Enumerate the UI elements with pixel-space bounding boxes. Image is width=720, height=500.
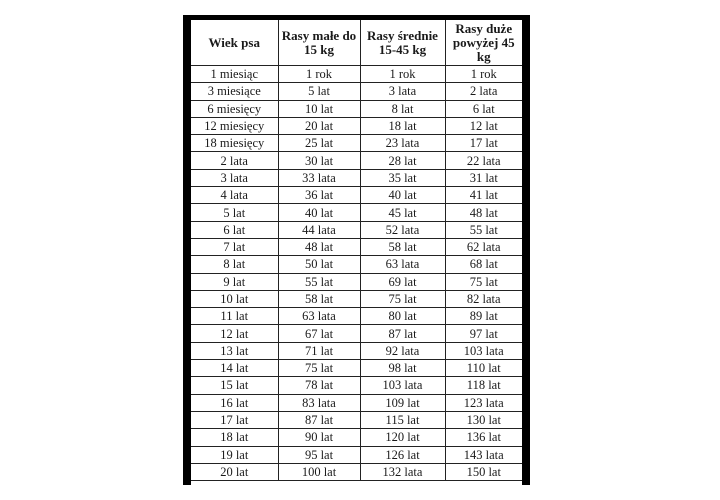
cell-medium-breed: 63 lata — [360, 256, 445, 273]
cell-small-breed: 58 lat — [278, 290, 360, 307]
cell-medium-breed: 109 lat — [360, 394, 445, 411]
cell-small-breed: 50 lat — [278, 256, 360, 273]
table-row — [191, 446, 522, 463]
cell-dog-age: 9 lat — [191, 273, 278, 290]
cell-large-breed: 123 lata — [445, 394, 522, 411]
cell-small-breed: 44 lata — [278, 221, 360, 238]
cell-dog-age: 8 lat — [191, 256, 278, 273]
cell-medium-breed: 98 lat — [360, 360, 445, 377]
cell-dog-age: 17 lat — [191, 411, 278, 428]
table-row — [191, 325, 522, 342]
cell-large-breed: 143 lata — [445, 446, 522, 463]
cell-medium-breed: 23 lata — [360, 135, 445, 152]
table-body — [191, 66, 522, 481]
cell-dog-age: 19 lat — [191, 446, 278, 463]
table-row — [191, 117, 522, 134]
cell-small-breed: 25 lat — [278, 135, 360, 152]
table-row — [191, 135, 522, 152]
cell-medium-breed: 35 lat — [360, 169, 445, 186]
cell-small-breed: 48 lat — [278, 238, 360, 255]
cell-large-breed: 2 lata — [445, 83, 522, 100]
cell-large-breed: 1 rok — [445, 66, 522, 83]
table-row — [191, 66, 522, 83]
cell-large-breed: 6 lat — [445, 100, 522, 117]
cell-small-breed: 33 lata — [278, 169, 360, 186]
table-row — [191, 290, 522, 307]
cell-dog-age: 4 lata — [191, 187, 278, 204]
cell-large-breed: 110 lat — [445, 360, 522, 377]
cell-dog-age: 10 lat — [191, 290, 278, 307]
cell-small-breed: 63 lata — [278, 308, 360, 325]
cell-medium-breed: 69 lat — [360, 273, 445, 290]
cell-small-breed: 10 lat — [278, 100, 360, 117]
cell-large-breed: 97 lat — [445, 325, 522, 342]
table-row — [191, 256, 522, 273]
cell-dog-age: 20 lat — [191, 463, 278, 480]
table-row — [191, 204, 522, 221]
cell-medium-breed: 115 lat — [360, 411, 445, 428]
cell-medium-breed: 92 lata — [360, 342, 445, 359]
cell-dog-age: 13 lat — [191, 342, 278, 359]
table-row — [191, 377, 522, 394]
table-row — [191, 394, 522, 411]
cell-medium-breed: 52 lata — [360, 221, 445, 238]
cell-medium-breed: 75 lat — [360, 290, 445, 307]
table-row — [191, 429, 522, 446]
table-row — [191, 308, 522, 325]
cell-dog-age: 1 miesiąc — [191, 66, 278, 83]
cell-medium-breed: 120 lat — [360, 429, 445, 446]
cell-dog-age: 18 miesięcy — [191, 135, 278, 152]
cell-small-breed: 100 lat — [278, 463, 360, 480]
cell-dog-age: 6 miesięcy — [191, 100, 278, 117]
table-row — [191, 187, 522, 204]
cell-large-breed: 41 lat — [445, 187, 522, 204]
cell-dog-age: 11 lat — [191, 308, 278, 325]
cell-large-breed: 118 lat — [445, 377, 522, 394]
header-large-breeds: Rasy duże powyżej 45 kg — [445, 20, 522, 66]
cell-large-breed: 55 lat — [445, 221, 522, 238]
table-row — [191, 100, 522, 117]
cell-medium-breed: 45 lat — [360, 204, 445, 221]
table-row — [191, 342, 522, 359]
cell-small-breed: 67 lat — [278, 325, 360, 342]
cell-medium-breed: 87 lat — [360, 325, 445, 342]
cell-dog-age: 3 miesiące — [191, 83, 278, 100]
cell-large-breed: 12 lat — [445, 117, 522, 134]
cell-small-breed: 95 lat — [278, 446, 360, 463]
cell-small-breed: 71 lat — [278, 342, 360, 359]
cell-small-breed: 40 lat — [278, 204, 360, 221]
table-row — [191, 463, 522, 480]
table-row — [191, 169, 522, 186]
table-row — [191, 238, 522, 255]
cell-medium-breed: 1 rok — [360, 66, 445, 83]
cell-large-breed: 75 lat — [445, 273, 522, 290]
table-row — [191, 83, 522, 100]
cell-dog-age: 12 lat — [191, 325, 278, 342]
cell-dog-age: 3 lata — [191, 169, 278, 186]
cell-medium-breed: 103 lata — [360, 377, 445, 394]
cell-small-breed: 55 lat — [278, 273, 360, 290]
cell-dog-age: 16 lat — [191, 394, 278, 411]
table-row — [191, 273, 522, 290]
header-small-breeds: Rasy małe do 15 kg — [278, 20, 360, 66]
cell-large-breed: 48 lat — [445, 204, 522, 221]
cell-large-breed: 17 lat — [445, 135, 522, 152]
table-row — [191, 360, 522, 377]
cell-large-breed: 136 lat — [445, 429, 522, 446]
cell-small-breed: 20 lat — [278, 117, 360, 134]
header-medium-breeds: Rasy średnie 15-45 kg — [360, 20, 445, 66]
dog-age-table — [191, 20, 522, 481]
cell-dog-age: 12 miesięcy — [191, 117, 278, 134]
table-container — [191, 20, 522, 485]
cell-small-breed: 5 lat — [278, 83, 360, 100]
cell-small-breed: 30 lat — [278, 152, 360, 169]
cell-large-breed: 130 lat — [445, 411, 522, 428]
cell-small-breed: 78 lat — [278, 377, 360, 394]
cell-medium-breed: 8 lat — [360, 100, 445, 117]
cell-large-breed: 22 lata — [445, 152, 522, 169]
cell-dog-age: 14 lat — [191, 360, 278, 377]
cell-large-breed: 82 lata — [445, 290, 522, 307]
cell-medium-breed: 126 lat — [360, 446, 445, 463]
cell-dog-age: 18 lat — [191, 429, 278, 446]
cell-medium-breed: 58 lat — [360, 238, 445, 255]
table-row — [191, 152, 522, 169]
cell-dog-age: 6 lat — [191, 221, 278, 238]
cell-large-breed: 62 lata — [445, 238, 522, 255]
cell-small-breed: 87 lat — [278, 411, 360, 428]
table-frame — [183, 15, 530, 485]
cell-small-breed: 1 rok — [278, 66, 360, 83]
table-row — [191, 221, 522, 238]
cell-dog-age: 2 lata — [191, 152, 278, 169]
cell-dog-age: 7 lat — [191, 238, 278, 255]
header-dog-age: Wiek psa — [191, 20, 278, 66]
cell-medium-breed: 132 lata — [360, 463, 445, 480]
cell-large-breed: 89 lat — [445, 308, 522, 325]
cell-large-breed: 68 lat — [445, 256, 522, 273]
cell-small-breed: 83 lata — [278, 394, 360, 411]
cell-dog-age: 15 lat — [191, 377, 278, 394]
cell-medium-breed: 18 lat — [360, 117, 445, 134]
cell-large-breed: 150 lat — [445, 463, 522, 480]
table-row — [191, 411, 522, 428]
cell-medium-breed: 3 lata — [360, 83, 445, 100]
cell-medium-breed: 80 lat — [360, 308, 445, 325]
cell-medium-breed: 40 lat — [360, 187, 445, 204]
header-row — [191, 20, 522, 66]
cell-medium-breed: 28 lat — [360, 152, 445, 169]
cell-small-breed: 90 lat — [278, 429, 360, 446]
cell-large-breed: 103 lata — [445, 342, 522, 359]
cell-small-breed: 75 lat — [278, 360, 360, 377]
cell-dog-age: 5 lat — [191, 204, 278, 221]
cell-large-breed: 31 lat — [445, 169, 522, 186]
cell-small-breed: 36 lat — [278, 187, 360, 204]
